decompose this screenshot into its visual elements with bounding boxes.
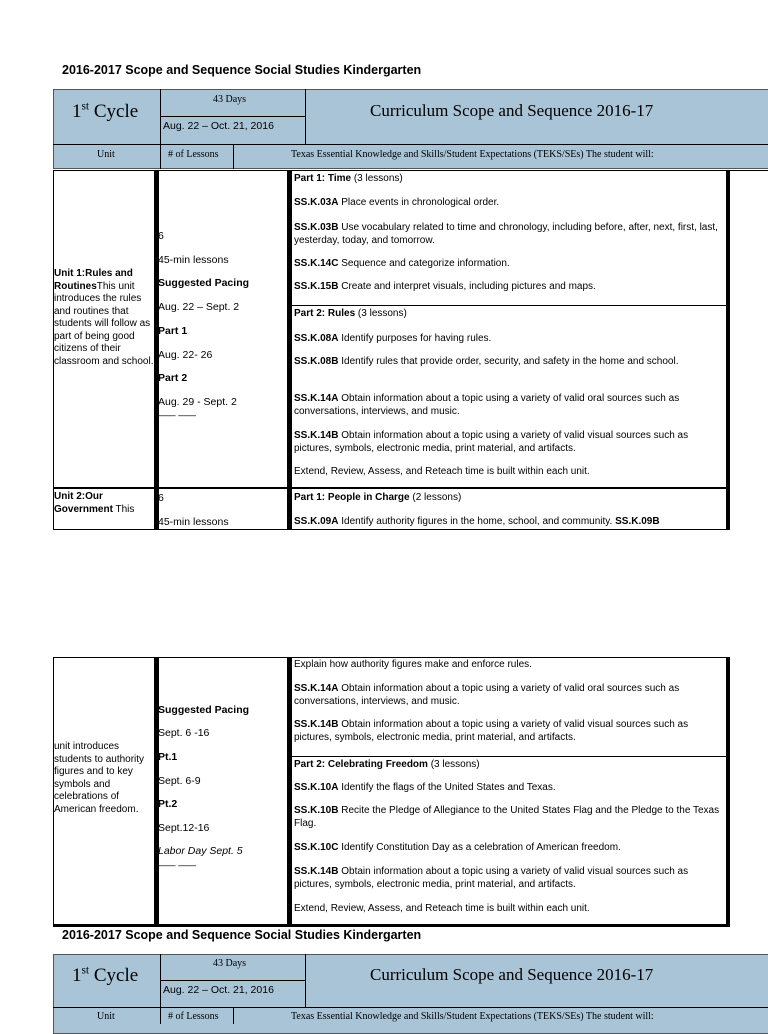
teks-item: SS.K.14A Obtain information about a topic using a variety of valid oral sources such as conversations, interviews, and music. (294, 683, 680, 707)
teks-item: SS.K.10C Identify Constitution Day as a celebration of American freedom. (294, 842, 621, 853)
curriculum-title: Curriculum Scope and Sequence 2016-17 (370, 101, 654, 120)
cycle-dates: Aug. 22 – Oct. 21, 2016 (163, 120, 274, 132)
document-title: 2016-2017 Scope and Sequence Social Studies Kindergarten (62, 63, 422, 77)
unit2-underline: ___ ___ (158, 855, 196, 867)
document-title-repeat: 2016-2017 Scope and Sequence Social Studies Kindergarten (62, 928, 422, 942)
unit2-lesson-length: 45-min lessons (158, 516, 229, 528)
curriculum-title-repeat: Curriculum Scope and Sequence 2016-17 (370, 965, 654, 984)
teks-item: SS.K.14A Obtain information about a topic using a variety of valid oral sources such as conversations, interviews, and music. (294, 393, 680, 417)
unit2-pt2-dates: Sept.12-16 (158, 822, 210, 834)
cycle-label-repeat: 1st Cycle (72, 964, 139, 986)
unit1-part1-label: Part 1 (158, 325, 188, 337)
unit2-pacing-range: Sept. 6 -16 (158, 727, 210, 739)
teks-item: SS.K.10B Recite the Pledge of Allegiance to the United States Flag and the Pledge to the Texas Flag. (294, 805, 720, 829)
labor-day-note: Labor Day Sept. 5 (158, 845, 243, 857)
unit1-part2-heading: Part 2: Rules (3 lessons) (294, 308, 407, 319)
unit2-pt2-label: Pt.2 (158, 798, 178, 810)
teks-item: SS.K.14B Obtain information about a topic using a variety of valid visual sources such as pictures, symbols, electronic media, print material, and artifacts. (294, 430, 689, 454)
cycle-dates-repeat: Aug. 22 – Oct. 21, 2016 (163, 984, 274, 996)
teks-item: SS.K.14B Obtain information about a topic using a variety of valid visual sources such as pictures, symbols, electronic media, print material, and artifacts. (294, 719, 689, 743)
teks-item: SS.K.14B Obtain information about a topic using a variety of valid visual sources such as pictures, symbols, electronic media, print material, and artifacts. (294, 866, 689, 890)
teks-item: SS.K.09A Identify authority figures in the home, school, and community. SS.K.09B (294, 516, 660, 527)
unit2-pacing-label: Suggested Pacing (158, 704, 250, 716)
col-teks: Texas Essential Knowledge and Skills/Student Expectations (TEKS/SEs) The student will: (291, 149, 654, 160)
unit1-lessons: 6 (158, 230, 164, 242)
teks-item: SS.K.03B Use vocabulary related to time and chronology, including before, after, next, first, last, yesterday, today, and tomorrow. (294, 222, 718, 246)
teks-item: SS.K.08A Identify purposes for having rules. (294, 333, 492, 344)
unit2-description-cont: unit introduces students to authority figures and to key symbols and celebrations of American freedom. (54, 741, 145, 815)
unit1-part2-dates: Aug. 29 - Sept. 2 (158, 396, 237, 408)
unit1-part1-heading: Part 1: Time (3 lessons) (294, 173, 403, 184)
teks-item: SS.K.15B Create and interpret visuals, including pictures and maps. (294, 281, 596, 292)
unit1-pacing-label: Suggested Pacing (158, 277, 250, 289)
teks-item: SS.K.14C Sequence and categorize information. (294, 258, 510, 269)
unit2-part2-heading: Part 2: Celebrating Freedom (3 lessons) (294, 759, 480, 770)
teks-item: Explain how authority figures make and enforce rules. (294, 659, 532, 670)
col-unit: Unit (97, 149, 115, 160)
days-count-repeat: 43 Days (213, 958, 247, 969)
col-lessons: # of Lessons (168, 149, 219, 160)
unit1-lesson-length: 45-min lessons (158, 254, 229, 266)
unit2-part1-heading: Part 1: People in Charge (2 lessons) (294, 492, 462, 503)
unit2-pt1-dates: Sept. 6-9 (158, 775, 201, 787)
unit1-underline: ___ ___ (158, 405, 196, 417)
unit1-part2-label: Part 2 (158, 372, 188, 384)
col-unit-repeat: Unit (97, 1011, 115, 1022)
days-count: 43 Days (213, 94, 247, 105)
teks-item: SS.K.10A Identify the flags of the United States and Texas. (294, 782, 556, 793)
unit1-pacing-range: Aug. 22 – Sept. 2 (158, 301, 240, 313)
unit1-part1-dates: Aug. 22- 26 (158, 349, 213, 361)
col-teks-repeat: Texas Essential Knowledge and Skills/Student Expectations (TEKS/SEs) The student will: (291, 1011, 654, 1022)
unit2-extend-note: Extend, Review, Assess, and Reteach time is built within each unit. (294, 903, 590, 914)
unit1-extend-note: Extend, Review, Assess, and Reteach time is built within each unit. (294, 466, 590, 477)
teks-item: SS.K.08B Identify rules that provide order, security, and safety in the home and school. (294, 356, 679, 367)
unit2-description: Unit 2:Our Government This (54, 491, 135, 515)
cycle-label: 1st Cycle (72, 100, 139, 122)
unit1-description: Unit 1:Rules and RoutinesThis unit introduces the rules and routines that students will follow as part of being good citizens of their classroom and school. (54, 268, 154, 367)
unit2-lessons: 6 (158, 492, 164, 504)
teks-item: SS.K.03A Place events in chronological order. (294, 197, 500, 208)
unit2-pt1-label: Pt.1 (158, 751, 178, 763)
col-lessons-repeat: # of Lessons (168, 1011, 219, 1022)
